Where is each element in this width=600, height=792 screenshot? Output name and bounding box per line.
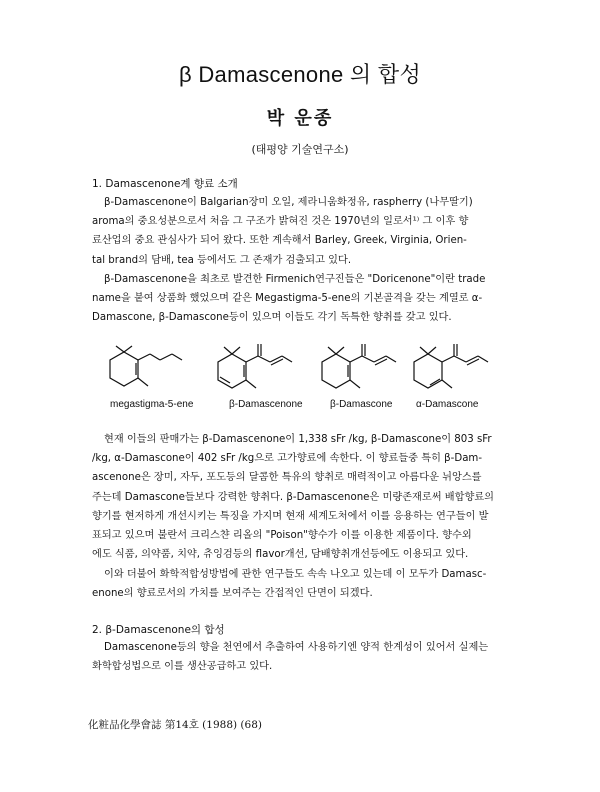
text-line: ascenone은 장미, 자두, 포도등의 달콤한 특유의 향취로 매력적이고 아름다운 뉘앙스를 [92, 472, 482, 484]
author-affiliation: (태평양 기술연구소) [251, 143, 349, 156]
text-line: 이와 더불어 화학적합성방법에 관한 연구들도 속속 나오고 있는데 이 모두가 Damasc- [104, 569, 487, 580]
section-1-paragraph-4 [92, 565, 517, 603]
section-1-heading: 1. Damascenone계 향료 소개 [92, 178, 238, 190]
text-line: β-Damascenone이 Balgarian장미 오일, 제라니움화정유, raspherry (나무딸기) [104, 197, 473, 208]
section-1-paragraph-2 [92, 270, 517, 328]
text-line: tal brand의 담배, tea 등에서도 그 존재가 검출되고 있다. [92, 254, 352, 266]
text-line: 현재 이들의 판매가는 β-Damascenone이 1,338 sFr /kg, β-Damascone이 803 sFr [104, 434, 492, 445]
text-line: 료산업의 중요 관심사가 되어 왔다. 또한 계속해서 Barley, Greek, Virginia, Orien- [92, 235, 467, 247]
text-line: Damascone, β-Damascone등이 있으며 이들도 각기 독특한 향취를 갖고 있다. [92, 312, 452, 324]
section-1-paragraph-1 [92, 193, 517, 270]
structure-alpha-damascone [414, 344, 488, 388]
text-line: β-Damascenone을 최초로 발견한 Firmenich연구진들은 "Doricenone"이란 trade [104, 274, 486, 285]
structure-label-megastigma: megastigma-5-ene [110, 399, 194, 410]
structure-label-beta-damascone: β-Damascone [330, 399, 393, 410]
text-line: name을 붙여 상품화 했었으며 같은 Megastigma-5-ene의 기본골격을 갖는 계열로 α- [92, 293, 483, 305]
section-2-paragraph-1 [92, 638, 517, 676]
text-line: enone의 향료로서의 가치를 보여주는 간접적인 단면이 되겠다. [92, 588, 373, 600]
structure-label-alpha-damascone: α-Damascone [416, 399, 479, 410]
text-line: 화학합성법으로 이를 생산공급하고 있다. [92, 661, 273, 673]
text-line: 향기를 현저하게 개선시키는 특징을 가지며 현재 세계도처에서 이를 응용하는 연구들이 발 [92, 510, 489, 522]
text-line: Damascenone등의 향을 천연에서 추출하여 사용하기엔 양적 한계성이 있어서 실제는 [104, 642, 489, 653]
text-line: 표되고 있으며 불란서 크리스챤 리올의 "Poison"향수가 이를 이용한 제품이다. 향수외 [92, 530, 472, 542]
text-line: /kg, α-Damascone이 402 sFr /kg으로 고가향료에 속한다. 이 향료들중 특히 β-Dam- [92, 453, 483, 465]
structure-beta-damascone [322, 344, 396, 388]
text-line: aroma의 중요성분으로서 처음 그 구조가 밝혀진 것은 1970년의 일로서¹⁾ 그 이후 향 [92, 216, 469, 228]
section-1-paragraph-3 [92, 430, 517, 564]
structure-beta-damascenone [218, 344, 292, 388]
journal-footer: 化粧品化學會誌 第14호 (1988) (68) [88, 719, 262, 731]
paper-title: β Damascenone 의 합성 [178, 62, 421, 87]
text-line: 주는데 Damascone들보다 강력한 향취다. β-Damascenone은 미량존재로써 배합향료의 [92, 491, 494, 503]
author-name: 박 운종 [266, 108, 334, 129]
section-2-heading: 2. β-Damascenone의 합성 [92, 624, 225, 636]
structure-megastigma-5-ene [110, 346, 182, 386]
structures-drawing [92, 340, 517, 398]
text-line: 에도 식품, 의약품, 치약, 츄잉검등의 flavor개선, 담배향취개선등에도 이용되고 있다. [92, 549, 469, 561]
structure-label-beta-damascenone: β-Damascenone [229, 399, 303, 410]
